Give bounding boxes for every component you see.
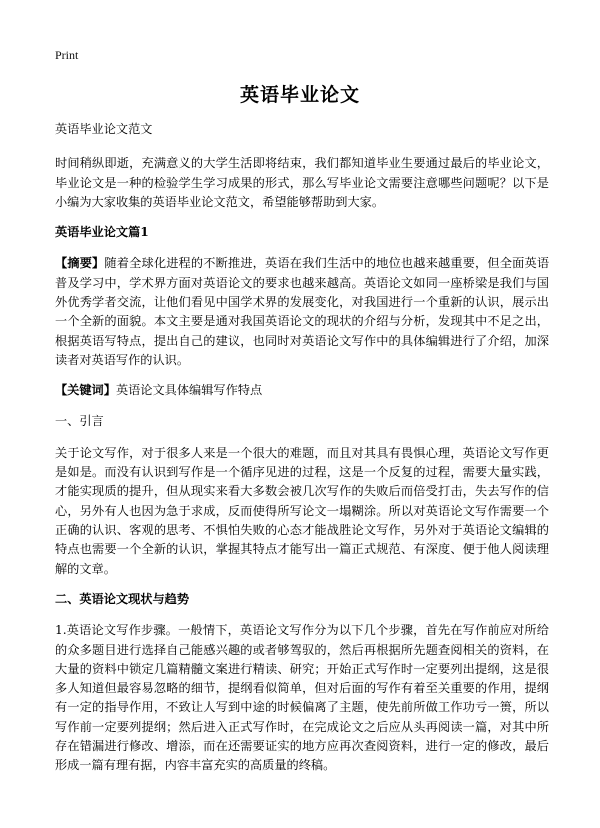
essay-heading: 英语毕业论文篇1: [55, 225, 149, 240]
section-1-heading: 一、引言: [55, 413, 104, 428]
intro-paragraph: 时间稍纵即逝，充满意义的大学生活即将结束，我们都知道毕业生要通过最后的毕业论文，毕业论文是一种的检验学生学习成果的形式，那么写毕业论文需要注意哪些问题呢？以下是小编为大家收集的英语毕业论文范文，希望能够帮助到大家。: [55, 156, 549, 209]
section-2-heading: 二、英语论文现状与趋势: [55, 591, 190, 606]
section-2-paragraph: 1.英语论文写作步骤。一般情下，英语论文写作分为以下几个步骤，首先在写作前应对所给的众多题目进行选择自己能感兴趣的或者够驾驭的，然后再根据所先题查阅相关的资料，在大量的资料中锁定几篇精髓文案进行精读、研究；开始正式写作时一定要列出提纲，这是很多人知道但最容易忽略的细节，提纲看似简单，但对后面的写作有着至关重要的作用，提纲有一定的指导作用，不致让人写到中途的时候偏离了主题，使先前所做工作功亏一篑，所以写作前一定要列提纲；然后进入正式写作时，在完成论文之后应从头再阅读一篇，对其中所存在错漏进行修改、增添，而在还需要证实的地方应再次查阅资料，进行一定的修改，最后形成一篇有理有据，内容丰富充实的高质量的终稿。: [55, 623, 549, 773]
abstract-paragraph: [55, 254, 549, 370]
keywords-text: 英语论文具体编辑写作特点: [115, 383, 263, 398]
document-body: [55, 120, 549, 787]
abstract-text: 随着全球化进程的不断推进，英语在我们生活中的地位也越来越重要，但全面英语普及学习中，学术界方面对英语论文的要求也越来越高。英语论文如同一座桥梁是我们与国外优秀学者交流，让他们看见中国学术界的发展变化，对我国进行一个重新的认识，展示出一个全新的面貌。本文主要是通对我国英语论文的现状的介绍与分析，发现其中不足之出，根据英语写特点，提出自己的建议，也同时对英语论文写作中的具体编辑进行了介绍，加深读者对英语写作的认识。: [55, 256, 550, 367]
abstract-label: 【摘要】: [55, 256, 105, 271]
keywords-paragraph: [55, 381, 549, 400]
print-link[interactable]: Print: [55, 48, 79, 62]
keywords-label: 【关键词】: [55, 383, 116, 398]
document-subtitle: 英语毕业论文范文: [55, 122, 153, 136]
document-title: 英语毕业论文: [239, 84, 360, 106]
section-1-paragraph: 关于论文写作，对于很多人来是一个很大的难题，而且对其具有畏惧心理，英语论文写作更是如是。而没有认识到写作是一个循序见进的过程，这是一个反复的过程，需要大量实践，才能实现质的提升，但从现实来看大多数会被几次写作的失败后而倍受打击，失去写作的信心，另外有人也因为急于求成，反而使得所写论文一塌糊涂。所以对英语论文写作需要一个正确的认识、客观的思考、不惧怕失败的心态才能战胜论文写作，另外对于英语论文编辑的特点也需要一个全新的认识，掌握其特点才能写出一篇正式规范、有深度、便于他人阅读理解的文章。: [55, 445, 549, 576]
